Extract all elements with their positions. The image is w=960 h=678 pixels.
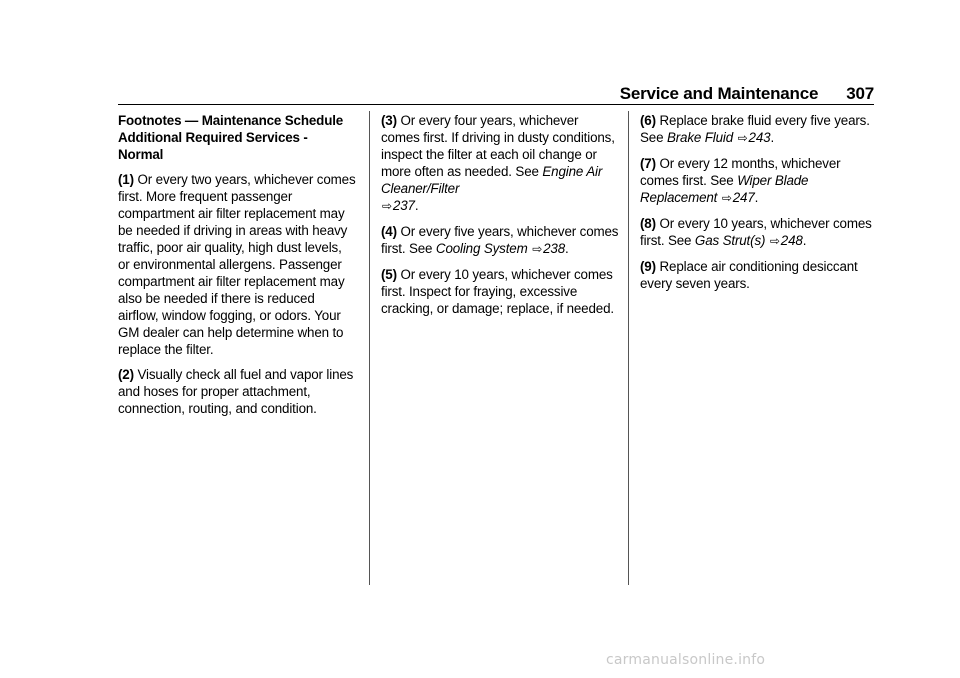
footnote-text: Replace brake fluid every five years. See bbox=[640, 113, 870, 145]
cross-reference-link[interactable]: Engine Air Cleaner/Filter bbox=[381, 164, 603, 196]
footnote-9 bbox=[640, 258, 874, 292]
column-divider bbox=[369, 111, 370, 585]
page-reference[interactable]: 248 bbox=[780, 233, 803, 248]
heading-line-1: Footnotes — Maintenance Schedule bbox=[118, 113, 344, 128]
footnote-text: Visually check all fuel and vapor lines and hoses for proper attachment, connection, routing, and condition. bbox=[118, 367, 354, 416]
footnote-1 bbox=[118, 171, 356, 358]
footnote-number: (1) bbox=[118, 172, 134, 187]
footnote-number: (7) bbox=[640, 156, 656, 171]
footnote-number: (9) bbox=[640, 259, 656, 274]
heading-line-2: Additional Required Services - Normal bbox=[118, 130, 308, 162]
footnote-text: Or every five years, whichever comes first. See bbox=[381, 224, 619, 256]
page-reference[interactable]: 243 bbox=[748, 130, 771, 145]
footnote-text: Or every 12 months, whichever comes first. See bbox=[640, 156, 841, 188]
footnote-number: (6) bbox=[640, 113, 656, 128]
cross-reference-link[interactable]: Cooling System bbox=[435, 241, 528, 256]
page-arrow-icon: ⇨ bbox=[737, 131, 748, 145]
footnote-text: Or every 10 years, whichever comes first. See bbox=[640, 216, 872, 248]
page-arrow-icon: ⇨ bbox=[769, 234, 780, 248]
cross-reference-link[interactable]: Brake Fluid bbox=[666, 130, 734, 145]
footnote-number: (4) bbox=[381, 224, 397, 239]
footnote-number: (2) bbox=[118, 367, 134, 382]
footnotes-heading bbox=[118, 112, 356, 163]
footnote-8: (8) Or every 10 years, whichever comes first. See Gas Strut(s) ⇨248. bbox=[640, 216, 872, 248]
page-number: 307 bbox=[846, 84, 874, 103]
page-reference[interactable]: 238 bbox=[543, 241, 565, 256]
watermark: carmanualsonline.info bbox=[606, 652, 766, 668]
footnote-number: (5) bbox=[381, 267, 397, 282]
column-3 bbox=[640, 112, 874, 300]
cross-reference-link[interactable]: Wiper Blade Replacement bbox=[640, 173, 809, 205]
footnote-2 bbox=[118, 366, 356, 417]
column-2 bbox=[381, 112, 619, 325]
cross-reference-link[interactable]: Gas Strut(s) bbox=[694, 233, 766, 248]
footnote-7: (7) Or every 12 months, whichever comes first. See Wiper Blade Replacement ⇨247. bbox=[640, 156, 841, 205]
footnote-text: Or every two years, whichever comes first. More frequent passenger compartment air filter replacement may be needed if driving in areas with heavy traffic, poor air quality, high dust levels, or environmental allergens. Passenger compartment air filter replacement may also be needed if there is reduced airflow, window fogging, or odors. Your GM dealer can help determine when to replace the filter. bbox=[118, 172, 356, 357]
header-rule bbox=[118, 104, 874, 105]
page-arrow-icon: ⇨ bbox=[721, 191, 732, 205]
column-divider bbox=[628, 111, 629, 585]
page-arrow-icon: ⇨ bbox=[382, 199, 392, 213]
footnote-3: (3) Or every four years, whichever comes first. If driving in dusty conditions, inspect the filter at each oil change or more often as needed. See Engine Air Cleaner/Filter ⇨237. bbox=[381, 113, 615, 213]
column-1 bbox=[118, 112, 356, 425]
section-title: Service and Maintenance bbox=[619, 84, 819, 103]
footnote-text: Or every four years, whichever comes first. If driving in dusty conditions, inspect the filter at each oil change or more often as needed. See bbox=[381, 113, 615, 179]
page-header bbox=[620, 84, 874, 104]
footnote-4: (4) Or every five years, whichever comes first. See Cooling System ⇨238. bbox=[381, 224, 619, 256]
footnote-number: (8) bbox=[640, 216, 656, 231]
page-arrow-icon: ⇨ bbox=[532, 242, 543, 256]
footnote-text: Or every 10 years, whichever comes first. Inspect for fraying, excessive cracking, or damage; replace, if needed. bbox=[381, 267, 614, 316]
footnote-text: Replace air conditioning desiccant every seven years. bbox=[640, 259, 858, 291]
footnote-number: (3) bbox=[381, 113, 397, 128]
page-reference[interactable]: 247 bbox=[732, 190, 755, 205]
footnote-6: (6) Replace brake fluid every five years. See Brake Fluid ⇨243. bbox=[640, 113, 870, 145]
page-reference[interactable]: 237 bbox=[392, 198, 415, 213]
footnote-5 bbox=[381, 266, 619, 317]
